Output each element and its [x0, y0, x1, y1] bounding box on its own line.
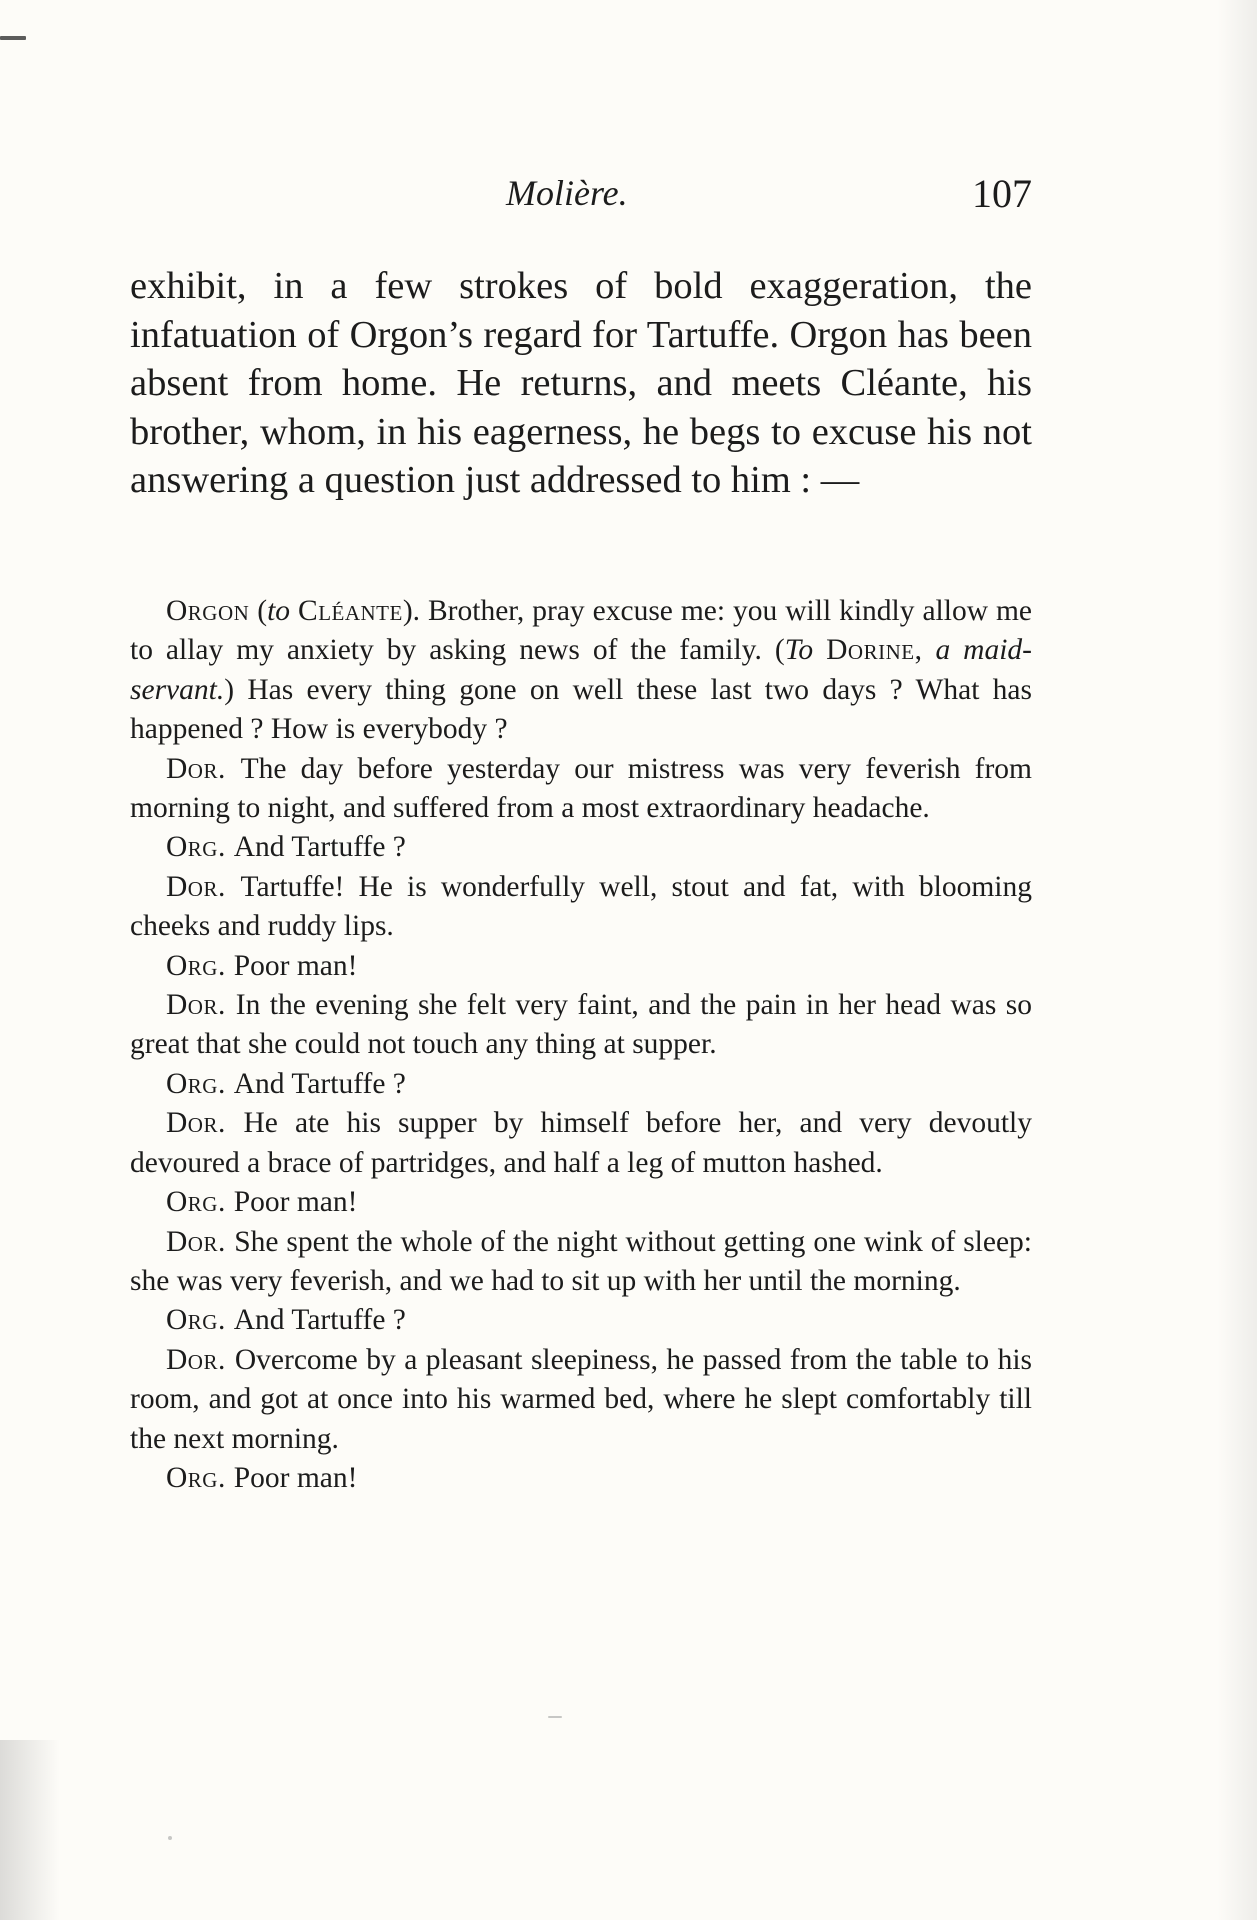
speech-text: And Tartuffe ? — [233, 831, 406, 864]
speech-text: Brother, pray excuse me: you will kindly allow me to allay my anxiety by asking news of the family. — [130, 595, 1032, 667]
addressee-name: Cléante — [298, 595, 403, 627]
scan-speck — [548, 1716, 562, 1718]
page-header — [130, 172, 1030, 232]
dialogue-line — [130, 828, 1032, 867]
speaker-abbrev: Dor. — [166, 1343, 226, 1376]
scan-edge-shadow — [1217, 0, 1257, 1920]
dialogue-opening: Orgon (to Cléante). Brother, pray excuse me: you will kindly allow me to allay my anxiety by asking news of the family. (To Dorine, a maid-servant.) Has every thing gone on well these last two days ? What has happened ? How is everybody ? — [130, 595, 1033, 746]
intro-text: exhibit, in a few strokes of bold exaggeration, the infatuation of Orgon’s regard for Tartuffe. Orgon has been absent from home. He returns, and meets Cléante, his brother, whom, in his eagerness, he begs to excuse his not answering a question just addressed to him : — — [130, 265, 1032, 502]
scan-speck — [0, 36, 26, 40]
dialogue-line — [130, 986, 1032, 1065]
dialogue-line — [130, 750, 1032, 829]
speaker-abbrev: Dor. — [166, 870, 226, 903]
scan-binding-shadow — [0, 1740, 60, 1920]
speaker-abbrev: Org. — [166, 1304, 226, 1337]
speech-text: She spent the whole of the night without getting one wink of sleep: she was very feverish, and we had to sit up with her until the morning. — [130, 1225, 1032, 1297]
speaker-abbrev: Dor. — [166, 1107, 226, 1140]
dialogue-line — [130, 947, 1032, 986]
addressee-name: Dorine, — [826, 634, 923, 667]
speaker-abbrev: Dor. — [166, 989, 226, 1022]
speech-text: In the evening she felt very faint, and the pain in her head was so great that she could not touch any thing at supper. — [130, 989, 1032, 1061]
page-number: 107 — [972, 171, 1032, 216]
scan-speck — [168, 1836, 172, 1840]
speaker-abbrev: Org. — [166, 949, 226, 982]
dialogue-line — [130, 1223, 1032, 1302]
speaker-abbrev: Dor. — [166, 1225, 226, 1258]
speech-text: Overcome by a pleasant sleepiness, he passed from the table to his room, and got at once into his warmed bed, where he slept comfortably till the next morning. — [130, 1343, 1032, 1455]
character-role: a maid-servant. — [130, 634, 1033, 706]
speaker-abbrev: Org. — [166, 1186, 226, 1219]
dialogue-line — [130, 1341, 1032, 1459]
dialogue-line — [130, 1301, 1032, 1340]
stage-direction: To — [784, 634, 814, 667]
running-title: Molière. — [506, 173, 628, 213]
speaker-abbrev: Org. — [166, 831, 226, 864]
intro-paragraph — [130, 262, 1032, 505]
stage-direction: to — [267, 595, 291, 627]
dialogue-line — [130, 1104, 1032, 1183]
speaker-abbrev: Dor. — [166, 752, 226, 785]
dialogue-line — [130, 1459, 1032, 1498]
dialogue-line — [130, 1065, 1032, 1104]
speech-text: Has every thing gone on well these last two days ? What has happened ? How is everybody ? — [130, 673, 1032, 746]
speech-text: Tartuffe! He is wonderfully well, stout and fat, with blooming cheeks and ruddy lips. — [130, 870, 1032, 943]
dialogue-line — [130, 1183, 1032, 1222]
speech-text: Poor man! — [233, 1461, 358, 1494]
speaker-name: Orgon — [166, 595, 250, 627]
dialogue-line — [130, 868, 1032, 947]
speech-text: And Tartuffe ? — [233, 1304, 406, 1337]
speech-text: Poor man! — [233, 1186, 358, 1219]
speaker-abbrev: Org. — [166, 1067, 226, 1100]
speech-text: He ate his supper by himself before her, and very devoutly devoured a brace of partridges, and half a leg of mutton hashed. — [130, 1107, 1032, 1179]
speaker-abbrev: Org. — [166, 1461, 226, 1494]
dialogue-section — [130, 592, 1032, 1498]
speech-text: And Tartuffe ? — [233, 1067, 406, 1100]
speech-text: The day before yesterday our mistress was very feverish from morning to night, and suffered from a most extraordinary headache. — [130, 752, 1032, 825]
speech-text: Poor man! — [233, 949, 358, 982]
